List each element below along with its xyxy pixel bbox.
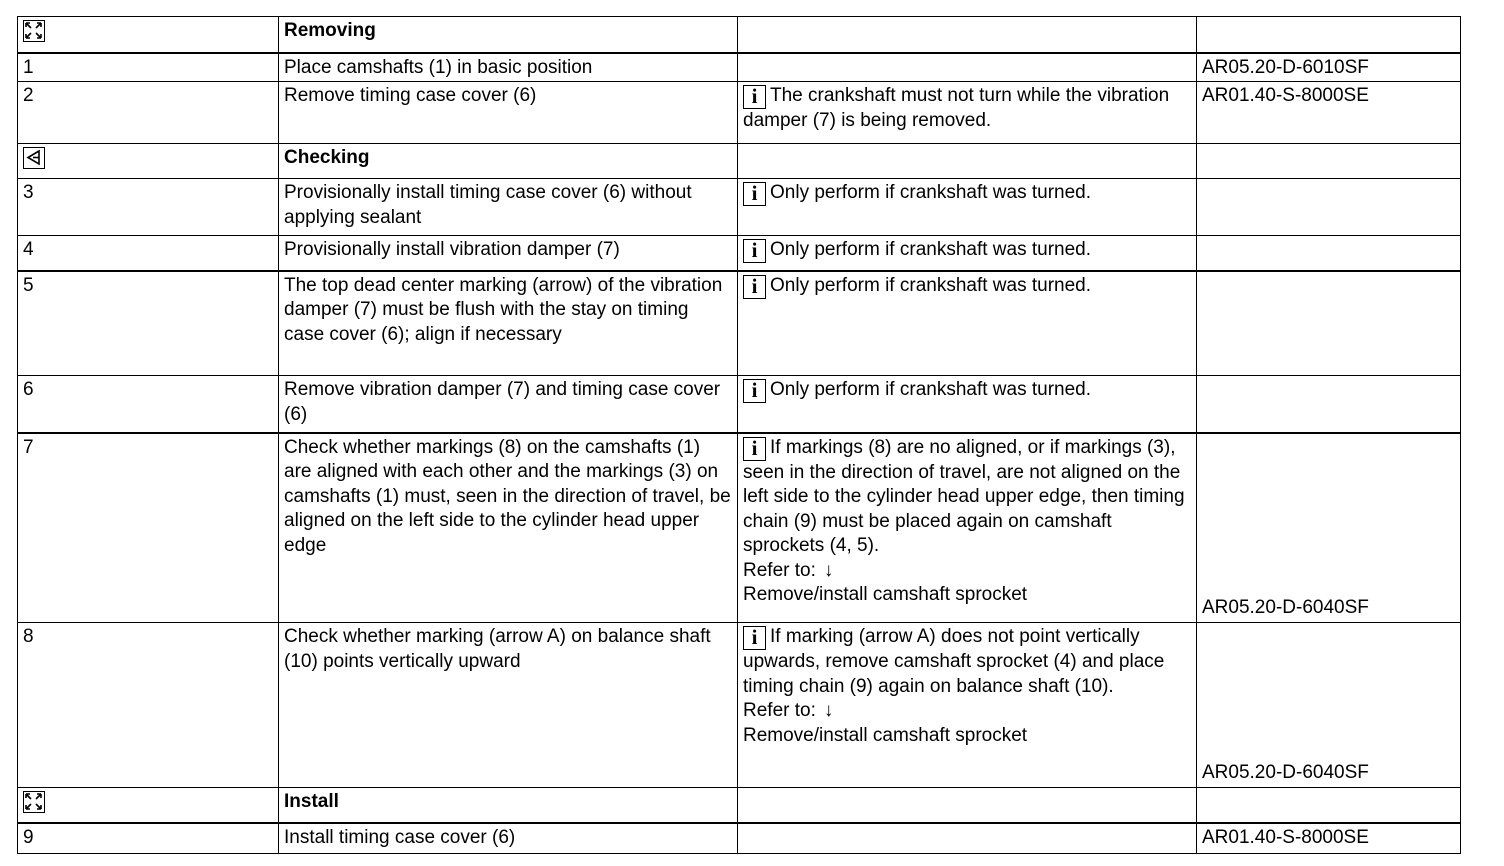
info-icon: i [743,379,766,403]
note-cell [738,376,1197,433]
doc-reference[interactable]: AR01.40-S-8000SE [1197,823,1461,854]
step-text: Install timing case cover (6) [279,823,738,854]
step-number: 1 [18,53,279,82]
step-text: Check whether marking (arrow A) on balance shaft (10) points vertically upward [279,623,738,788]
step-number: 2 [18,82,279,144]
step-text: Provisionally install vibration damper (7) [279,236,738,271]
note-cell [738,82,1197,144]
ref-link[interactable]: Remove/install camshaft sprocket [743,584,1028,605]
section-title: Checking [279,144,738,179]
step-row [18,623,1461,788]
step-row [18,82,1461,144]
section-row-checking [18,144,1461,179]
info-icon: i [743,239,766,263]
section-icon-cell [18,788,279,823]
step-number: 4 [18,236,279,271]
note-text: If marking (arrow A) does not point vertically upwards, remove camshaft sprocket (4) and place timing chain (9) again on balance shaft (10). [743,626,1165,697]
step-row [18,376,1461,433]
info-icon: i [743,182,766,206]
step-number: 5 [18,271,279,376]
step-text: Provisionally install timing case cover (6) without applying sealant [279,179,738,236]
expand-arrows-icon [23,791,45,813]
note-cell [738,179,1197,236]
note-cell [738,236,1197,271]
note-text: The crankshaft must not turn while the vibration damper (7) is being removed. [743,85,1170,131]
step-number: 3 [18,179,279,236]
arrow-down-icon: ↓ [823,559,834,581]
note-cell [738,433,1197,623]
doc-reference[interactable]: AR01.40-S-8000SE [1197,82,1461,144]
info-icon: i [743,85,766,109]
step-row [18,53,1461,82]
section-title: Install [279,788,738,823]
section-row-install [18,788,1461,823]
note-text: Only perform if crankshaft was turned. [770,274,1092,296]
note-text: Only perform if crankshaft was turned. [770,239,1092,260]
check-triangle-icon [23,147,45,169]
step-row [18,179,1461,236]
refer-to-label: Refer to: [743,559,816,581]
step-row [18,823,1461,854]
step-number: 9 [18,823,279,854]
info-icon: i [743,626,766,650]
note-text: Only perform if crankshaft was turned. [770,379,1092,400]
info-icon: i [743,437,766,461]
step-row [18,236,1461,271]
step-text: Remove timing case cover (6) [279,82,738,144]
step-text: Remove vibration damper (7) and timing case cover (6) [279,376,738,433]
section-row-removing [18,17,1461,53]
refer-to-line [743,699,1191,724]
doc-reference[interactable]: AR05.20-D-6010SF [1197,53,1461,82]
doc-reference[interactable]: AR05.20-D-6040SF [1202,761,1369,783]
step-number: 7 [18,433,279,623]
section-icon-cell [18,144,279,179]
step-text: Place camshafts (1) in basic position [279,53,738,82]
step-number: 6 [18,376,279,433]
note-cell [738,623,1197,788]
step-text: The top dead center marking (arrow) of the vibration damper (7) must be flush with the stay on timing case cover (6); align if necessary [279,271,738,376]
step-text: Check whether markings (8) on the camshafts (1) are aligned with each other and the markings (3) on camshafts (1) must, seen in the direction of travel, be aligned on the left side to the cylinder head upper edge [279,433,738,623]
doc-reference[interactable]: AR05.20-D-6040SF [1202,596,1369,618]
section-icon-cell [18,17,279,53]
step-row [18,433,1461,623]
note-cell [738,271,1197,376]
refer-to-label: Refer to: [743,700,816,721]
procedure-table [17,16,1461,854]
refer-to-line [743,559,1191,584]
step-number: 8 [18,623,279,788]
note-text: If markings (8) are no aligned, or if markings (3), seen in the direction of travel, are not aligned on the left side to the cylinder head upper edge, then timing chain (9) must be placed again on camshaft sprockets (4, 5). [743,436,1185,556]
expand-arrows-icon [23,20,45,42]
ref-link[interactable]: Remove/install camshaft sprocket [743,724,1028,746]
section-title: Removing [279,17,738,53]
arrow-down-icon: ↓ [823,700,834,721]
note-text: Only perform if crankshaft was turned. [770,182,1092,203]
step-row [18,271,1461,376]
info-icon: i [743,275,766,299]
